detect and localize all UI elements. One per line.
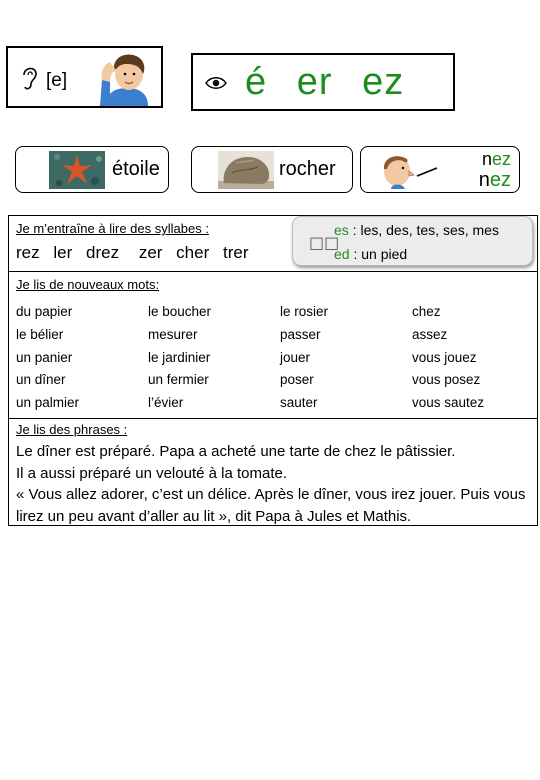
syllables-title: Je m’entraîne à lire des syllabes : bbox=[16, 221, 209, 236]
word-item: mesurer bbox=[148, 326, 198, 342]
nez-suffix-large: ez bbox=[489, 169, 511, 191]
tip-highlight-es: es bbox=[334, 222, 349, 238]
syllable: ler bbox=[53, 243, 73, 262]
sentence: Le dîner est préparé. Papa a acheté une tarte de chez le pâtissier. bbox=[16, 443, 456, 460]
sound-box bbox=[6, 46, 163, 108]
spelling-ez: ez bbox=[362, 61, 405, 103]
word-item: le rosier bbox=[280, 304, 329, 319]
word-card-rocher bbox=[191, 146, 353, 193]
boy-listening-picture bbox=[96, 50, 158, 106]
word-label-nez-large bbox=[479, 169, 511, 192]
syllable: trer bbox=[222, 243, 249, 262]
tip-icons: □□ bbox=[309, 233, 340, 252]
syllable: cher bbox=[176, 243, 210, 262]
syllable: rez bbox=[16, 243, 40, 262]
spellings bbox=[245, 61, 422, 104]
word-item: vous jouez bbox=[412, 349, 477, 365]
tip-text-ed: : un pied bbox=[349, 246, 408, 262]
word-item: assez bbox=[412, 326, 448, 342]
ear-icon bbox=[18, 63, 40, 93]
tip-text-es: : les, des, tes, ses, mes bbox=[348, 222, 499, 238]
nez-suffix: ez bbox=[491, 149, 511, 169]
word-item: un fermier bbox=[148, 372, 209, 388]
word-item: un panier bbox=[16, 349, 73, 365]
word-card-nez bbox=[360, 146, 520, 193]
word-item: le boucher bbox=[148, 304, 212, 319]
spelling-box bbox=[191, 53, 455, 111]
nez-prefix: n bbox=[481, 149, 492, 169]
word-item: passer bbox=[280, 326, 321, 342]
tip-highlight-ed: ed bbox=[334, 246, 350, 262]
spelling-er: er bbox=[296, 61, 333, 103]
syllable: zer bbox=[138, 243, 163, 262]
sentence: « Vous allez adorer, c’est un délice. Après le dîner, vous irez jouer. Puis vous lirez un peu avant d’aller au lit », dit Papa à Jules et Mathis. bbox=[16, 486, 526, 525]
exercise-box bbox=[8, 215, 538, 526]
sentences-block bbox=[16, 441, 534, 527]
word-column-1 bbox=[16, 304, 79, 418]
word-item: vous posez bbox=[412, 372, 481, 388]
word-item: le jardinier bbox=[148, 349, 211, 365]
starfish-picture bbox=[49, 151, 105, 189]
word-label-rocher: rocher bbox=[279, 158, 336, 180]
word-column-4 bbox=[412, 304, 484, 418]
word-item: un palmier bbox=[16, 395, 80, 411]
rock-picture bbox=[218, 151, 274, 189]
sentence: Il a aussi préparé un velouté à la tomate. bbox=[16, 464, 287, 482]
word-item: le bélier bbox=[16, 326, 64, 342]
eye-icon bbox=[205, 75, 227, 91]
word-card-etoile bbox=[15, 146, 169, 193]
word-item: jouer bbox=[280, 349, 311, 365]
tip-line-ed bbox=[334, 246, 407, 262]
word-item: l’évier bbox=[148, 395, 184, 411]
syllables-row bbox=[16, 243, 257, 263]
tip-line-es bbox=[334, 222, 499, 238]
words-title: Je lis de nouveaux mots: bbox=[16, 277, 160, 292]
word-item: poser bbox=[280, 372, 314, 388]
divider bbox=[9, 271, 537, 272]
word-item: du papier bbox=[16, 304, 73, 319]
tip-box bbox=[292, 216, 533, 266]
divider bbox=[9, 418, 537, 419]
sound-label: [e] bbox=[46, 70, 68, 91]
word-item: un dîner bbox=[16, 372, 66, 388]
word-label-nez-small bbox=[482, 149, 511, 170]
syllable: drez bbox=[86, 243, 120, 262]
nez-prefix-large: n bbox=[478, 169, 490, 191]
word-column-2 bbox=[148, 304, 211, 418]
sentences-title: Je lis des phrases : bbox=[16, 422, 128, 437]
word-column-3 bbox=[280, 304, 328, 418]
word-label-etoile: étoile bbox=[112, 158, 160, 180]
word-item: vous sautez bbox=[412, 395, 485, 411]
word-item: sauter bbox=[280, 395, 318, 411]
nose-picture bbox=[375, 151, 445, 189]
spelling-e-acute: é bbox=[245, 61, 268, 103]
word-item: chez bbox=[412, 304, 441, 319]
